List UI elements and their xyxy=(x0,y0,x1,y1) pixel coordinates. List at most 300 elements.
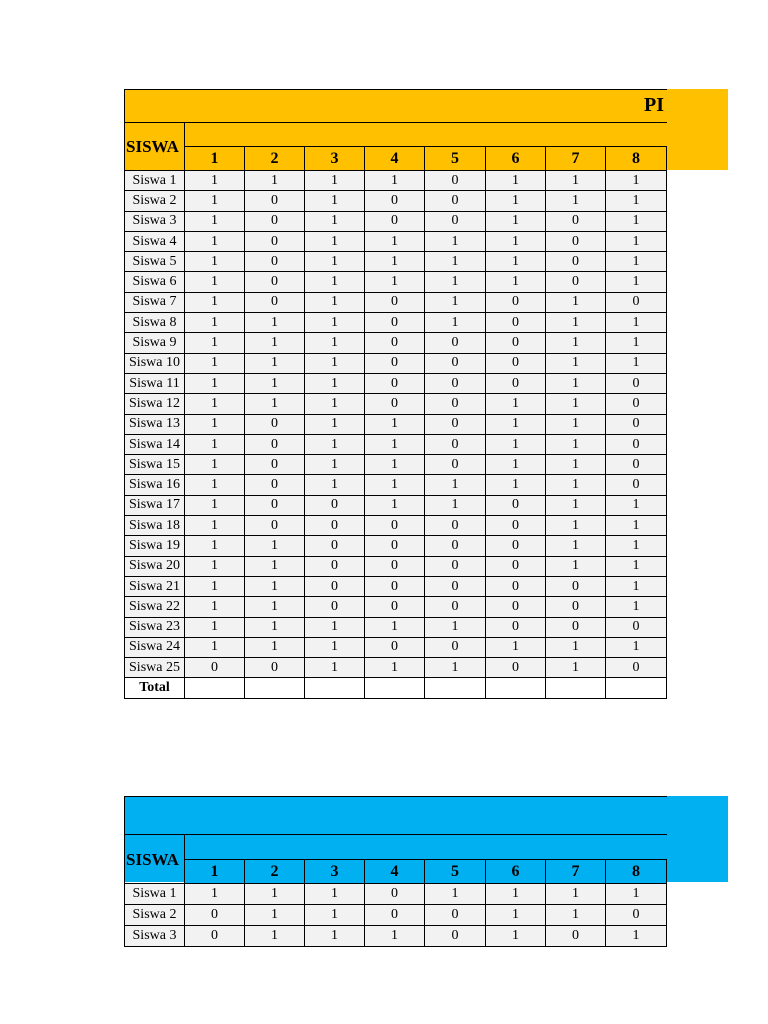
answer-cell: 0 xyxy=(245,455,305,475)
answer-cell: 0 xyxy=(606,658,667,678)
answer-cell: 0 xyxy=(425,353,486,373)
answer-cell: 0 xyxy=(606,414,667,434)
answer-cell: 0 xyxy=(365,884,425,905)
answer-cell: 1 xyxy=(546,333,606,353)
answer-cell: 1 xyxy=(245,333,305,353)
answer-cell: 0 xyxy=(245,475,305,495)
answer-cell: 0 xyxy=(245,211,305,231)
table-row xyxy=(125,252,667,272)
answer-cell: 1 xyxy=(185,231,245,251)
answer-cell: 1 xyxy=(546,884,606,905)
answer-cell: 1 xyxy=(185,597,245,617)
table-row xyxy=(125,556,667,576)
answer-cell: 1 xyxy=(185,617,245,637)
answer-cell: 1 xyxy=(185,272,245,292)
answer-cell: 0 xyxy=(365,556,425,576)
table-row xyxy=(125,536,667,556)
answer-cell: 1 xyxy=(606,637,667,657)
answer-cell: 0 xyxy=(425,576,486,596)
answer-cell: 1 xyxy=(365,926,425,947)
answer-cell: 0 xyxy=(425,637,486,657)
question-number-header: 6 xyxy=(486,860,546,884)
question-number-header: 5 xyxy=(425,147,486,171)
siswa-column-header: SISWA xyxy=(125,135,185,159)
answer-cell: 1 xyxy=(245,373,305,393)
question-number-header: 7 xyxy=(546,147,606,171)
student-name-cell: Siswa 22 xyxy=(125,597,185,617)
answer-cell: 1 xyxy=(606,495,667,515)
answer-cell: 1 xyxy=(305,475,365,495)
answer-cell: 1 xyxy=(185,211,245,231)
table-row xyxy=(125,617,667,637)
question-number-header: 1 xyxy=(185,860,245,884)
answer-cell: 0 xyxy=(486,597,546,617)
answer-cell: 1 xyxy=(546,414,606,434)
student-name-cell: Siswa 18 xyxy=(125,516,185,536)
question-number-header: 7 xyxy=(546,860,606,884)
answer-cell: 0 xyxy=(365,191,425,211)
answer-cell: 1 xyxy=(185,536,245,556)
answer-cell: 1 xyxy=(185,313,245,333)
answer-cell: 1 xyxy=(365,252,425,272)
answer-cell: 1 xyxy=(185,333,245,353)
answer-cell: 1 xyxy=(305,353,365,373)
answer-cell: 0 xyxy=(365,637,425,657)
table-row xyxy=(125,495,667,515)
answer-cell: 0 xyxy=(425,516,486,536)
total-cell xyxy=(185,678,245,698)
answer-cell: 1 xyxy=(546,475,606,495)
question-number-header: 2 xyxy=(245,860,305,884)
table-row xyxy=(125,171,667,191)
answer-cell: 0 xyxy=(305,556,365,576)
answer-cell: 1 xyxy=(546,292,606,312)
answer-cell: 1 xyxy=(486,171,546,191)
answer-cell: 1 xyxy=(486,884,546,905)
table-row xyxy=(125,292,667,312)
answer-cell: 0 xyxy=(365,211,425,231)
answer-cell: 1 xyxy=(546,373,606,393)
answer-cell: 0 xyxy=(606,434,667,454)
answer-cell: 1 xyxy=(305,434,365,454)
answer-cell: 1 xyxy=(365,231,425,251)
answer-cell: 0 xyxy=(365,373,425,393)
answer-cell: 1 xyxy=(486,252,546,272)
answer-cell: 1 xyxy=(606,252,667,272)
answer-cell: 1 xyxy=(606,516,667,536)
answer-cell: 0 xyxy=(486,495,546,515)
answer-cell: 0 xyxy=(365,394,425,414)
answer-cell: 0 xyxy=(546,252,606,272)
answer-cell: 1 xyxy=(546,394,606,414)
answer-cell: 1 xyxy=(486,475,546,495)
table-row xyxy=(125,884,667,905)
answer-cell: 0 xyxy=(486,313,546,333)
answer-cell: 0 xyxy=(486,576,546,596)
answer-cell: 1 xyxy=(425,617,486,637)
answer-cell: 0 xyxy=(245,292,305,312)
answer-cell: 1 xyxy=(185,292,245,312)
answer-cell: 1 xyxy=(425,313,486,333)
answer-cell: 0 xyxy=(245,231,305,251)
answer-cell: 1 xyxy=(546,658,606,678)
answer-cell: 1 xyxy=(365,414,425,434)
student-name-cell: Siswa 2 xyxy=(125,905,185,926)
answer-cell: 0 xyxy=(425,556,486,576)
question-number-header: 6 xyxy=(486,147,546,171)
answer-cell: 0 xyxy=(365,516,425,536)
answer-cell: 0 xyxy=(245,516,305,536)
student-name-cell: Siswa 16 xyxy=(125,475,185,495)
table-row xyxy=(125,455,667,475)
answer-cell: 1 xyxy=(425,475,486,495)
answer-cell: 0 xyxy=(365,292,425,312)
question-number-header: 8 xyxy=(606,147,667,171)
table-row xyxy=(125,211,667,231)
total-cell xyxy=(365,678,425,698)
answer-cell: 0 xyxy=(365,905,425,926)
answer-cell: 0 xyxy=(606,617,667,637)
answer-cell: 1 xyxy=(365,495,425,515)
answer-cell: 1 xyxy=(486,434,546,454)
answer-cell: 0 xyxy=(245,272,305,292)
student-name-cell: Siswa 19 xyxy=(125,536,185,556)
table2-column-header-row xyxy=(125,860,667,884)
table1-column-header-row xyxy=(125,147,667,171)
answer-cell: 1 xyxy=(606,353,667,373)
answer-cell: 0 xyxy=(425,905,486,926)
answer-cell: 1 xyxy=(305,617,365,637)
table-row xyxy=(125,373,667,393)
answer-cell: 1 xyxy=(365,171,425,191)
answer-cell: 1 xyxy=(305,373,365,393)
answer-cell: 1 xyxy=(185,455,245,475)
answer-cell: 1 xyxy=(425,231,486,251)
answer-cell: 1 xyxy=(425,252,486,272)
answer-cell: 0 xyxy=(486,536,546,556)
answer-cell: 0 xyxy=(245,658,305,678)
answer-cell: 1 xyxy=(606,191,667,211)
answer-cell: 0 xyxy=(546,926,606,947)
answer-cell: 0 xyxy=(365,536,425,556)
student-name-cell: Siswa 24 xyxy=(125,637,185,657)
student-name-cell: Siswa 8 xyxy=(125,313,185,333)
answer-cell: 1 xyxy=(486,637,546,657)
answer-cell: 0 xyxy=(185,926,245,947)
answer-cell: 0 xyxy=(425,191,486,211)
answer-cell: 1 xyxy=(606,211,667,231)
answer-cell: 0 xyxy=(245,434,305,454)
table-row xyxy=(125,414,667,434)
answer-cell: 1 xyxy=(546,495,606,515)
answer-cell: 1 xyxy=(305,333,365,353)
question-number-header: 4 xyxy=(365,147,425,171)
answer-cell: 0 xyxy=(606,455,667,475)
answer-cell: 1 xyxy=(425,495,486,515)
answer-cell: 0 xyxy=(546,576,606,596)
answer-cell: 0 xyxy=(425,373,486,393)
answer-cell: 0 xyxy=(546,272,606,292)
answer-cell: 0 xyxy=(486,353,546,373)
answer-cell: 1 xyxy=(486,191,546,211)
answer-cell: 1 xyxy=(185,475,245,495)
student-name-cell: Siswa 5 xyxy=(125,252,185,272)
table-row xyxy=(125,905,667,926)
answer-cell: 1 xyxy=(606,333,667,353)
answer-cell: 1 xyxy=(185,884,245,905)
total-cell xyxy=(606,678,667,698)
answer-cell: 1 xyxy=(546,191,606,211)
answer-cell: 1 xyxy=(305,394,365,414)
table1-grid xyxy=(124,136,667,699)
answer-cell: 1 xyxy=(305,191,365,211)
answer-cell: 1 xyxy=(606,272,667,292)
answer-cell: 0 xyxy=(305,536,365,556)
student-name-cell: Siswa 4 xyxy=(125,231,185,251)
table2-header-mid-border xyxy=(124,834,667,835)
answer-cell: 1 xyxy=(245,905,305,926)
answer-cell: 1 xyxy=(305,272,365,292)
answer-cell: 1 xyxy=(185,353,245,373)
answer-cell: 1 xyxy=(546,455,606,475)
answer-cell: 0 xyxy=(486,617,546,637)
answer-cell: 1 xyxy=(185,252,245,272)
answer-cell: 1 xyxy=(546,536,606,556)
table-row xyxy=(125,394,667,414)
answer-cell: 0 xyxy=(305,495,365,515)
table-row xyxy=(125,272,667,292)
answer-cell: 1 xyxy=(606,171,667,191)
answer-cell: 1 xyxy=(305,292,365,312)
answer-cell: 0 xyxy=(425,414,486,434)
answer-cell: 1 xyxy=(546,637,606,657)
answer-cell: 1 xyxy=(425,292,486,312)
answer-cell: 0 xyxy=(425,455,486,475)
student-name-cell: Siswa 21 xyxy=(125,576,185,596)
answer-cell: 1 xyxy=(245,926,305,947)
table-row xyxy=(125,597,667,617)
student-name-cell: Siswa 12 xyxy=(125,394,185,414)
table-row xyxy=(125,231,667,251)
student-name-cell: Siswa 11 xyxy=(125,373,185,393)
answer-cell: 1 xyxy=(365,475,425,495)
answer-cell: 1 xyxy=(185,495,245,515)
answer-cell: 0 xyxy=(365,576,425,596)
answer-cell: 1 xyxy=(486,231,546,251)
answer-cell: 0 xyxy=(365,313,425,333)
answer-cell: 0 xyxy=(305,516,365,536)
answer-cell: 1 xyxy=(185,516,245,536)
answer-cell: 1 xyxy=(245,597,305,617)
table-row xyxy=(125,353,667,373)
answer-cell: 0 xyxy=(365,353,425,373)
answer-cell: 0 xyxy=(546,211,606,231)
question-number-header: 5 xyxy=(425,860,486,884)
answer-cell: 1 xyxy=(305,884,365,905)
answer-cell: 1 xyxy=(185,373,245,393)
table-row xyxy=(125,434,667,454)
answer-cell: 0 xyxy=(185,658,245,678)
answer-cell: 1 xyxy=(486,394,546,414)
answer-cell: 1 xyxy=(606,597,667,617)
answer-cell: 1 xyxy=(305,658,365,678)
answer-cell: 0 xyxy=(305,576,365,596)
answer-cell: 1 xyxy=(245,536,305,556)
student-name-cell: Siswa 20 xyxy=(125,556,185,576)
answer-cell: 0 xyxy=(486,292,546,312)
answer-cell: 0 xyxy=(486,333,546,353)
table-row xyxy=(125,576,667,596)
answer-cell: 1 xyxy=(606,926,667,947)
student-name-cell: Siswa 1 xyxy=(125,171,185,191)
table2-header-top-border xyxy=(124,796,667,797)
student-name-cell: Siswa 10 xyxy=(125,353,185,373)
student-name-cell: Siswa 9 xyxy=(125,333,185,353)
answer-cell: 1 xyxy=(245,394,305,414)
answer-cell: 1 xyxy=(606,556,667,576)
answer-cell: 1 xyxy=(546,516,606,536)
answer-cell: 1 xyxy=(245,637,305,657)
question-number-header: 3 xyxy=(305,147,365,171)
answer-cell: 1 xyxy=(365,434,425,454)
table-row xyxy=(125,333,667,353)
answer-cell: 0 xyxy=(425,171,486,191)
question-number-header: 3 xyxy=(305,860,365,884)
answer-cell: 1 xyxy=(546,556,606,576)
answer-cell: 0 xyxy=(486,373,546,393)
table-row xyxy=(125,191,667,211)
question-number-header: 8 xyxy=(606,860,667,884)
answer-cell: 1 xyxy=(365,272,425,292)
student-name-cell: Siswa 17 xyxy=(125,495,185,515)
answer-cell: 1 xyxy=(606,231,667,251)
answer-cell: 1 xyxy=(486,926,546,947)
student-name-cell: Siswa 14 xyxy=(125,434,185,454)
table-row xyxy=(125,637,667,657)
student-name-cell: Siswa 1 xyxy=(125,884,185,905)
answer-cell: 0 xyxy=(486,658,546,678)
answer-cell: 1 xyxy=(305,211,365,231)
student-name-cell: Siswa 7 xyxy=(125,292,185,312)
total-cell xyxy=(486,678,546,698)
answer-cell: 0 xyxy=(185,905,245,926)
answer-cell: 0 xyxy=(425,394,486,414)
total-cell xyxy=(546,678,606,698)
answer-cell: 0 xyxy=(425,434,486,454)
answer-cell: 0 xyxy=(606,394,667,414)
total-cell xyxy=(305,678,365,698)
total-row xyxy=(125,678,667,698)
answer-cell: 0 xyxy=(245,495,305,515)
answer-cell: 1 xyxy=(305,637,365,657)
answer-cell: 1 xyxy=(245,556,305,576)
answer-cell: 1 xyxy=(486,414,546,434)
answer-cell: 1 xyxy=(425,272,486,292)
answer-cell: 1 xyxy=(245,353,305,373)
answer-cell: 1 xyxy=(365,658,425,678)
table1-header-top-border xyxy=(124,89,667,90)
answer-cell: 1 xyxy=(546,353,606,373)
student-name-cell: Siswa 2 xyxy=(125,191,185,211)
total-cell xyxy=(425,678,486,698)
answer-cell: 1 xyxy=(425,658,486,678)
answer-cell: 1 xyxy=(245,576,305,596)
answer-cell: 0 xyxy=(486,556,546,576)
answer-cell: 1 xyxy=(305,926,365,947)
answer-cell: 0 xyxy=(606,905,667,926)
answer-cell: 1 xyxy=(185,556,245,576)
answer-cell: 0 xyxy=(425,597,486,617)
answer-cell: 1 xyxy=(185,414,245,434)
answer-cell: 0 xyxy=(546,617,606,637)
answer-cell: 0 xyxy=(606,475,667,495)
answer-cell: 0 xyxy=(606,373,667,393)
student-name-cell: Siswa 6 xyxy=(125,272,185,292)
answer-cell: 0 xyxy=(425,926,486,947)
answer-cell: 1 xyxy=(486,211,546,231)
table-row xyxy=(125,313,667,333)
answer-cell: 1 xyxy=(245,884,305,905)
table1-header-mid-border xyxy=(124,122,667,123)
answer-cell: 0 xyxy=(245,414,305,434)
answer-cell: 1 xyxy=(185,576,245,596)
answer-cell: 0 xyxy=(486,516,546,536)
student-name-cell: Siswa 13 xyxy=(125,414,185,434)
table-row xyxy=(125,475,667,495)
answer-cell: 0 xyxy=(546,597,606,617)
answer-cell: 1 xyxy=(305,313,365,333)
answer-cell: 1 xyxy=(546,171,606,191)
answer-cell: 1 xyxy=(365,617,425,637)
answer-cell: 0 xyxy=(425,211,486,231)
answer-cell: 1 xyxy=(305,905,365,926)
siswa-column-header: SISWA xyxy=(125,848,185,872)
table-row xyxy=(125,926,667,947)
answer-cell: 1 xyxy=(546,313,606,333)
answer-cell: 1 xyxy=(425,884,486,905)
total-cell xyxy=(245,678,305,698)
answer-cell: 0 xyxy=(245,252,305,272)
answer-cell: 1 xyxy=(606,313,667,333)
answer-cell: 0 xyxy=(365,333,425,353)
answer-cell: 1 xyxy=(486,272,546,292)
answer-cell: 1 xyxy=(305,455,365,475)
question-number-header: 2 xyxy=(245,147,305,171)
answer-cell: 1 xyxy=(486,455,546,475)
student-name-cell: Siswa 3 xyxy=(125,211,185,231)
answer-cell: 0 xyxy=(305,597,365,617)
answer-cell: 1 xyxy=(185,394,245,414)
answer-cell: 0 xyxy=(425,333,486,353)
answer-cell: 1 xyxy=(245,313,305,333)
answer-cell: 1 xyxy=(546,905,606,926)
answer-cell: 1 xyxy=(245,171,305,191)
student-name-cell: Siswa 15 xyxy=(125,455,185,475)
table-row xyxy=(125,658,667,678)
answer-cell: 1 xyxy=(305,252,365,272)
student-name-cell: Siswa 23 xyxy=(125,617,185,637)
student-name-cell: Siswa 3 xyxy=(125,926,185,947)
answer-cell: 1 xyxy=(606,576,667,596)
question-number-header: 1 xyxy=(185,147,245,171)
answer-cell: 0 xyxy=(365,597,425,617)
answer-cell: 1 xyxy=(365,455,425,475)
answer-cell: 1 xyxy=(486,905,546,926)
answer-cell: 0 xyxy=(606,292,667,312)
answer-cell: 1 xyxy=(185,171,245,191)
answer-cell: 1 xyxy=(606,884,667,905)
answer-cell: 0 xyxy=(425,536,486,556)
